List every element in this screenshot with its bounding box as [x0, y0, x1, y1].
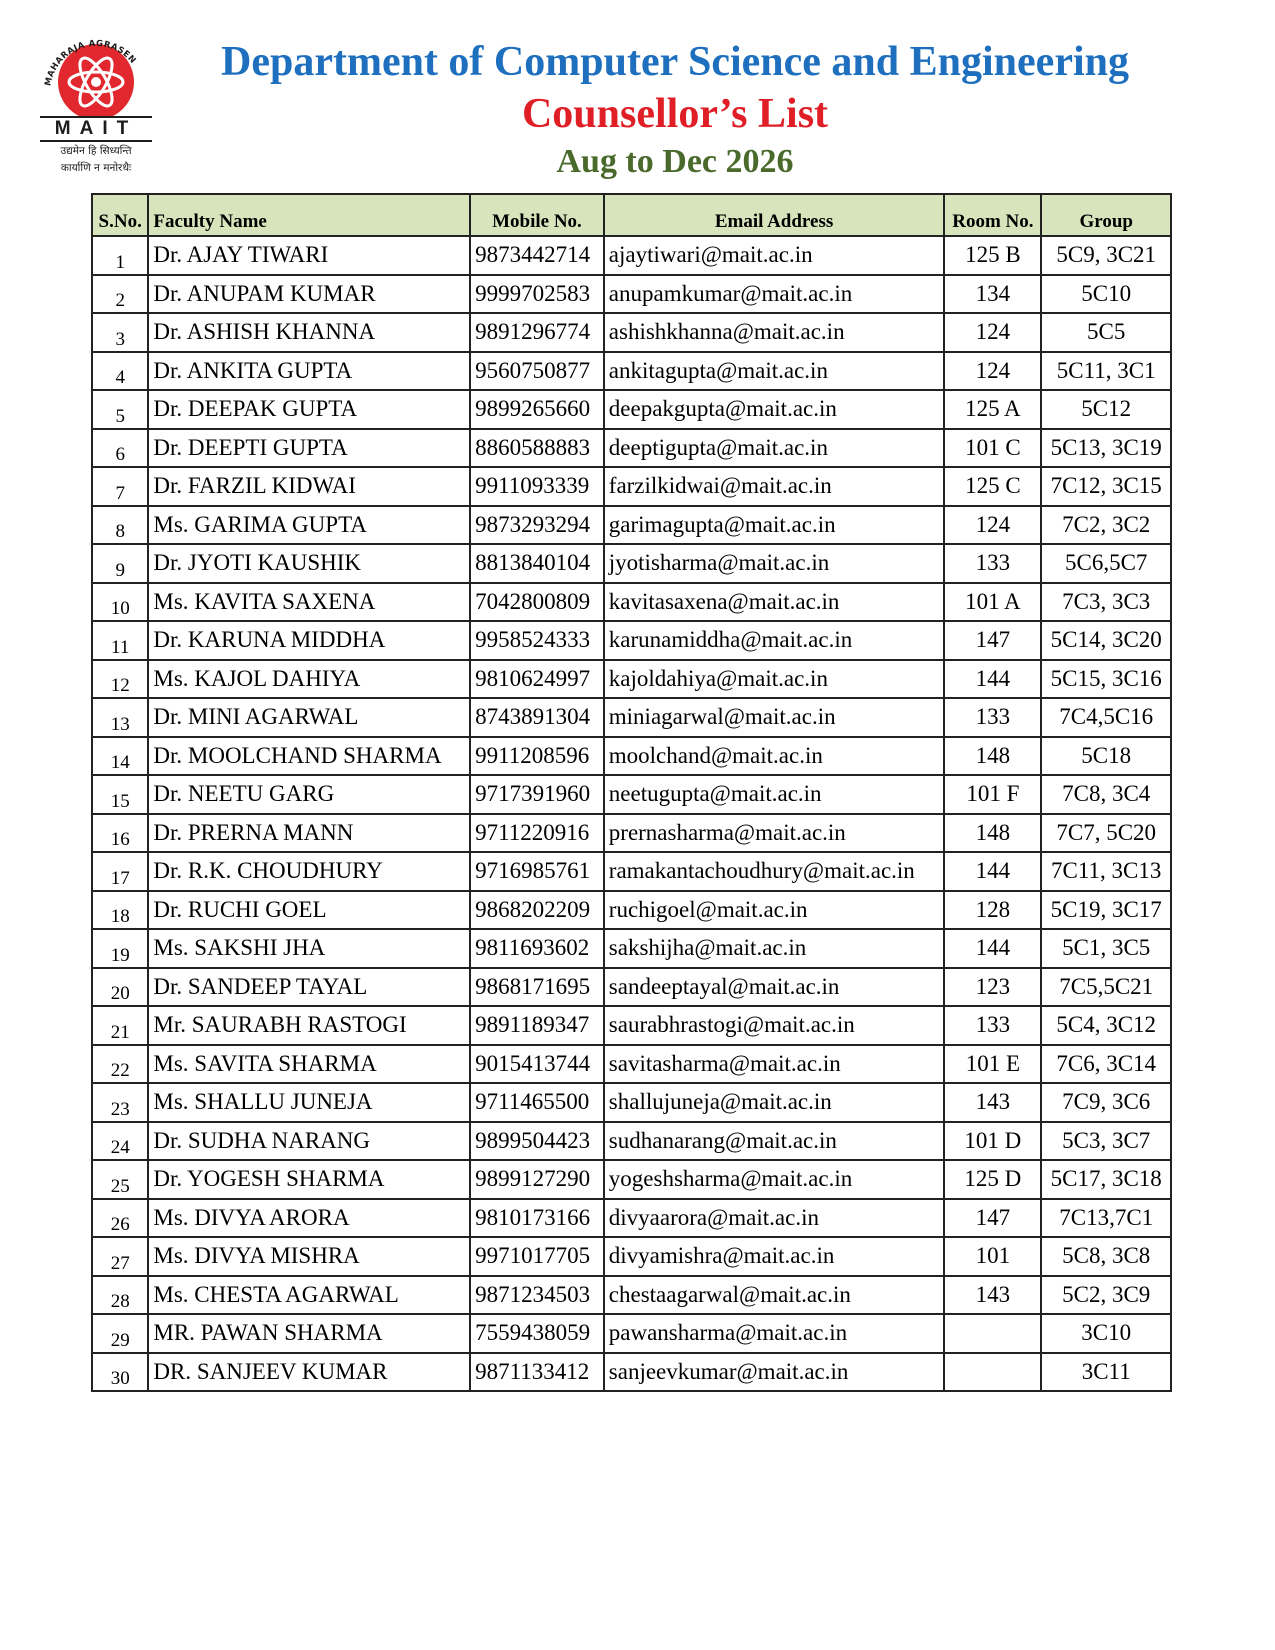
cell-room: 148 [944, 737, 1041, 776]
header-sno: S.No. [92, 194, 148, 236]
table-row [92, 1237, 1171, 1276]
cell-group: 7C5,5C21 [1041, 968, 1171, 1007]
table-row [92, 352, 1171, 391]
cell-sno: 1 [92, 236, 148, 275]
cell-mobile: 9899127290 [470, 1160, 604, 1199]
cell-sno: 15 [92, 775, 148, 814]
cell-group: 7C3, 3C3 [1041, 583, 1171, 622]
cell-group: 7C7, 5C20 [1041, 814, 1171, 853]
cell-email: saurabhrastogi@mait.ac.in [604, 1006, 945, 1045]
table-body [92, 236, 1171, 1391]
cell-group: 7C9, 3C6 [1041, 1083, 1171, 1122]
cell-mobile: 9911208596 [470, 737, 604, 776]
logo-motto-line2: कार्याणि न मनोरथैः [60, 162, 132, 174]
cell-faculty-name: Ms. DIVYA MISHRA [148, 1237, 470, 1276]
cell-email: chestaagarwal@mait.ac.in [604, 1276, 945, 1315]
cell-room: 133 [944, 698, 1041, 737]
cell-sno: 5 [92, 390, 148, 429]
department-title: Department of Computer Science and Engineering [221, 39, 1129, 85]
cell-group: 3C10 [1041, 1314, 1171, 1353]
table-row [92, 467, 1171, 506]
cell-room: 125 D [944, 1160, 1041, 1199]
table-row [92, 313, 1171, 352]
cell-faculty-name: Dr. DEEPTI GUPTA [148, 429, 470, 468]
cell-sno: 18 [92, 891, 148, 930]
cell-group: 7C8, 3C4 [1041, 775, 1171, 814]
cell-sno: 21 [92, 1006, 148, 1045]
logo-rule-bottom [40, 140, 152, 142]
cell-email: divyamishra@mait.ac.in [604, 1237, 945, 1276]
cell-email: anupamkumar@mait.ac.in [604, 275, 945, 314]
cell-sno: 6 [92, 429, 148, 468]
cell-faculty-name: DR. SANJEEV KUMAR [148, 1353, 470, 1392]
cell-faculty-name: Ms. SHALLU JUNEJA [148, 1083, 470, 1122]
mait-logo [36, 34, 156, 184]
cell-faculty-name: Dr. MINI AGARWAL [148, 698, 470, 737]
cell-email: ashishkhanna@mait.ac.in [604, 313, 945, 352]
cell-sno: 13 [92, 698, 148, 737]
cell-faculty-name: Dr. PRERNA MANN [148, 814, 470, 853]
cell-mobile: 9716985761 [470, 852, 604, 891]
cell-room: 101 F [944, 775, 1041, 814]
cell-mobile: 9015413744 [470, 1045, 604, 1084]
table-row [92, 1006, 1171, 1045]
cell-group: 5C3, 3C7 [1041, 1122, 1171, 1161]
cell-room: 133 [944, 1006, 1041, 1045]
table-row [92, 429, 1171, 468]
cell-email: sanjeevkumar@mait.ac.in [604, 1353, 945, 1392]
cell-faculty-name: Dr. ANKITA GUPTA [148, 352, 470, 391]
cell-room: 125 A [944, 390, 1041, 429]
cell-faculty-name: Dr. R.K. CHOUDHURY [148, 852, 470, 891]
cell-email: pawansharma@mait.ac.in [604, 1314, 945, 1353]
cell-room: 147 [944, 1199, 1041, 1238]
cell-email: ankitagupta@mait.ac.in [604, 352, 945, 391]
cell-email: kavitasaxena@mait.ac.in [604, 583, 945, 622]
cell-group: 5C17, 3C18 [1041, 1160, 1171, 1199]
cell-mobile: 9871133412 [470, 1353, 604, 1392]
cell-mobile: 9958524333 [470, 621, 604, 660]
cell-email: prernasharma@mait.ac.in [604, 814, 945, 853]
cell-mobile: 9810173166 [470, 1199, 604, 1238]
cell-group: 7C11, 3C13 [1041, 852, 1171, 891]
cell-email: farzilkidwai@mait.ac.in [604, 467, 945, 506]
cell-group: 3C11 [1041, 1353, 1171, 1392]
cell-sno: 3 [92, 313, 148, 352]
table-row [92, 852, 1171, 891]
cell-room: 148 [944, 814, 1041, 853]
cell-sno: 16 [92, 814, 148, 853]
cell-room: 101 C [944, 429, 1041, 468]
cell-room: 144 [944, 929, 1041, 968]
cell-mobile: 9871234503 [470, 1276, 604, 1315]
table-row [92, 1199, 1171, 1238]
cell-mobile: 9811693602 [470, 929, 604, 968]
cell-email: jyotisharma@mait.ac.in [604, 544, 945, 583]
cell-mobile: 9717391960 [470, 775, 604, 814]
cell-faculty-name: Ms. DIVYA ARORA [148, 1199, 470, 1238]
cell-email: yogeshsharma@mait.ac.in [604, 1160, 945, 1199]
cell-email: kajoldahiya@mait.ac.in [604, 660, 945, 699]
table-row [92, 814, 1171, 853]
cell-sno: 9 [92, 544, 148, 583]
cell-faculty-name: Ms. CHESTA AGARWAL [148, 1276, 470, 1315]
cell-mobile: 8860588883 [470, 429, 604, 468]
cell-mobile: 9711220916 [470, 814, 604, 853]
cell-email: savitasharma@mait.ac.in [604, 1045, 945, 1084]
cell-faculty-name: Dr. ASHISH KHANNA [148, 313, 470, 352]
cell-faculty-name: Dr. JYOTI KAUSHIK [148, 544, 470, 583]
table-row [92, 583, 1171, 622]
cell-sno: 10 [92, 583, 148, 622]
cell-mobile: 9891189347 [470, 1006, 604, 1045]
cell-group: 7C4,5C16 [1041, 698, 1171, 737]
cell-email: ruchigoel@mait.ac.in [604, 891, 945, 930]
cell-room: 125 B [944, 236, 1041, 275]
cell-faculty-name: Dr. MOOLCHAND SHARMA [148, 737, 470, 776]
table-row [92, 1045, 1171, 1084]
cell-sno: 30 [92, 1353, 148, 1392]
cell-sno: 4 [92, 352, 148, 391]
cell-group: 7C6, 3C14 [1041, 1045, 1171, 1084]
cell-email: shallujuneja@mait.ac.in [604, 1083, 945, 1122]
cell-faculty-name: Dr. YOGESH SHARMA [148, 1160, 470, 1199]
cell-room: 144 [944, 852, 1041, 891]
cell-faculty-name: Dr. RUCHI GOEL [148, 891, 470, 930]
cell-mobile: 9810624997 [470, 660, 604, 699]
cell-sno: 20 [92, 968, 148, 1007]
cell-mobile: 9891296774 [470, 313, 604, 352]
table-header-row [92, 194, 1171, 236]
table-row [92, 968, 1171, 1007]
cell-group: 5C1, 3C5 [1041, 929, 1171, 968]
cell-email: sakshijha@mait.ac.in [604, 929, 945, 968]
cell-room: 128 [944, 891, 1041, 930]
cell-faculty-name: Ms. KAJOL DAHIYA [148, 660, 470, 699]
cell-faculty-name: MR. PAWAN SHARMA [148, 1314, 470, 1353]
cell-sno: 17 [92, 852, 148, 891]
cell-faculty-name: Dr. KARUNA MIDDHA [148, 621, 470, 660]
table-row [92, 1122, 1171, 1161]
cell-mobile: 7042800809 [470, 583, 604, 622]
cell-group: 5C13, 3C19 [1041, 429, 1171, 468]
cell-mobile: 9999702583 [470, 275, 604, 314]
cell-email: miniagarwal@mait.ac.in [604, 698, 945, 737]
cell-group: 5C19, 3C17 [1041, 891, 1171, 930]
cell-room: 101 [944, 1237, 1041, 1276]
cell-room [944, 1353, 1041, 1392]
table-row [92, 698, 1171, 737]
cell-faculty-name: Ms. SAKSHI JHA [148, 929, 470, 968]
table-row [92, 544, 1171, 583]
cell-group: 5C14, 3C20 [1041, 621, 1171, 660]
cell-faculty-name: Dr. SUDHA NARANG [148, 1122, 470, 1161]
cell-mobile: 9873293294 [470, 506, 604, 545]
cell-mobile: 8813840104 [470, 544, 604, 583]
table-row [92, 506, 1171, 545]
cell-room: 101 D [944, 1122, 1041, 1161]
cell-group: 5C5 [1041, 313, 1171, 352]
cell-mobile: 9873442714 [470, 236, 604, 275]
header-email: Email Address [604, 194, 945, 236]
cell-mobile: 9711465500 [470, 1083, 604, 1122]
cell-group: 7C12, 3C15 [1041, 467, 1171, 506]
table-row [92, 1083, 1171, 1122]
cell-sno: 12 [92, 660, 148, 699]
cell-faculty-name: Mr. SAURABH RASTOGI [148, 1006, 470, 1045]
header-mobile: Mobile No. [470, 194, 604, 236]
cell-mobile: 9868202209 [470, 891, 604, 930]
cell-email: sudhanarang@mait.ac.in [604, 1122, 945, 1161]
cell-mobile: 9560750877 [470, 352, 604, 391]
cell-room: 143 [944, 1276, 1041, 1315]
cell-faculty-name: Dr. AJAY TIWARI [148, 236, 470, 275]
cell-room: 125 C [944, 467, 1041, 506]
cell-mobile: 9899265660 [470, 390, 604, 429]
table-row [92, 1353, 1171, 1392]
cell-sno: 2 [92, 275, 148, 314]
list-title: Counsellor’s List [521, 91, 829, 137]
cell-email: deepakgupta@mait.ac.in [604, 390, 945, 429]
cell-email: divyaarora@mait.ac.in [604, 1199, 945, 1238]
cell-faculty-name: Ms. GARIMA GUPTA [148, 506, 470, 545]
logo-arc-text: MAHARAJA AGRASEN [43, 38, 138, 87]
cell-room: 101 E [944, 1045, 1041, 1084]
cell-room: 124 [944, 506, 1041, 545]
table-row [92, 621, 1171, 660]
cell-sno: 22 [92, 1045, 148, 1084]
table-row [92, 737, 1171, 776]
cell-faculty-name: Dr. ANUPAM KUMAR [148, 275, 470, 314]
cell-room: 147 [944, 621, 1041, 660]
cell-mobile: 8743891304 [470, 698, 604, 737]
cell-sno: 19 [92, 929, 148, 968]
table-row [92, 775, 1171, 814]
table-row [92, 660, 1171, 699]
logo-acronym: MAIT [54, 118, 138, 139]
cell-faculty-name: Ms. KAVITA SAXENA [148, 583, 470, 622]
cell-sno: 24 [92, 1122, 148, 1161]
cell-group: 5C8, 3C8 [1041, 1237, 1171, 1276]
table-row [92, 236, 1171, 275]
table-row [92, 1314, 1171, 1353]
cell-group: 5C15, 3C16 [1041, 660, 1171, 699]
cell-email: neetugupta@mait.ac.in [604, 775, 945, 814]
cell-room: 133 [944, 544, 1041, 583]
cell-group: 5C9, 3C21 [1041, 236, 1171, 275]
cell-mobile: 9868171695 [470, 968, 604, 1007]
period-title: Aug to Dec 2026 [556, 143, 794, 180]
cell-sno: 8 [92, 506, 148, 545]
cell-email: karunamiddha@mait.ac.in [604, 621, 945, 660]
cell-group: 7C13,7C1 [1041, 1199, 1171, 1238]
cell-faculty-name: Ms. SAVITA SHARMA [148, 1045, 470, 1084]
cell-sno: 11 [92, 621, 148, 660]
cell-room [944, 1314, 1041, 1353]
cell-sno: 23 [92, 1083, 148, 1122]
cell-group: 5C10 [1041, 275, 1171, 314]
header-faculty-name: Faculty Name [148, 194, 470, 236]
table-row [92, 390, 1171, 429]
cell-sno: 14 [92, 737, 148, 776]
cell-room: 134 [944, 275, 1041, 314]
cell-room: 124 [944, 313, 1041, 352]
cell-sno: 29 [92, 1314, 148, 1353]
cell-room: 143 [944, 1083, 1041, 1122]
cell-mobile: 7559438059 [470, 1314, 604, 1353]
table-row [92, 1276, 1171, 1315]
cell-mobile: 9911093339 [470, 467, 604, 506]
cell-email: sandeeptayal@mait.ac.in [604, 968, 945, 1007]
cell-email: garimagupta@mait.ac.in [604, 506, 945, 545]
logo-motto-line1: उद्यमेन हि सिध्यन्ति [60, 145, 132, 157]
cell-room: 144 [944, 660, 1041, 699]
cell-email: ramakantachoudhury@mait.ac.in [604, 852, 945, 891]
cell-sno: 27 [92, 1237, 148, 1276]
cell-group: 5C18 [1041, 737, 1171, 776]
table-row [92, 1160, 1171, 1199]
cell-faculty-name: Dr. NEETU GARG [148, 775, 470, 814]
cell-email: ajaytiwari@mait.ac.in [604, 236, 945, 275]
counsellor-table [91, 193, 1172, 1392]
cell-sno: 28 [92, 1276, 148, 1315]
cell-sno: 7 [92, 467, 148, 506]
cell-group: 5C4, 3C12 [1041, 1006, 1171, 1045]
header-group: Group [1041, 194, 1171, 236]
cell-group: 5C12 [1041, 390, 1171, 429]
cell-room: 101 A [944, 583, 1041, 622]
cell-email: deeptigupta@mait.ac.in [604, 429, 945, 468]
cell-group: 5C2, 3C9 [1041, 1276, 1171, 1315]
table-row [92, 275, 1171, 314]
cell-mobile: 9899504423 [470, 1122, 604, 1161]
header-room: Room No. [944, 194, 1041, 236]
cell-mobile: 9971017705 [470, 1237, 604, 1276]
cell-group: 7C2, 3C2 [1041, 506, 1171, 545]
cell-faculty-name: Dr. FARZIL KIDWAI [148, 467, 470, 506]
cell-faculty-name: Dr. SANDEEP TAYAL [148, 968, 470, 1007]
atom-emblem-icon [36, 34, 156, 118]
cell-group: 5C6,5C7 [1041, 544, 1171, 583]
cell-faculty-name: Dr. DEEPAK GUPTA [148, 390, 470, 429]
cell-sno: 25 [92, 1160, 148, 1199]
cell-room: 124 [944, 352, 1041, 391]
table-row [92, 891, 1171, 930]
cell-room: 123 [944, 968, 1041, 1007]
cell-sno: 26 [92, 1199, 148, 1238]
cell-email: moolchand@mait.ac.in [604, 737, 945, 776]
table-row [92, 929, 1171, 968]
cell-group: 5C11, 3C1 [1041, 352, 1171, 391]
